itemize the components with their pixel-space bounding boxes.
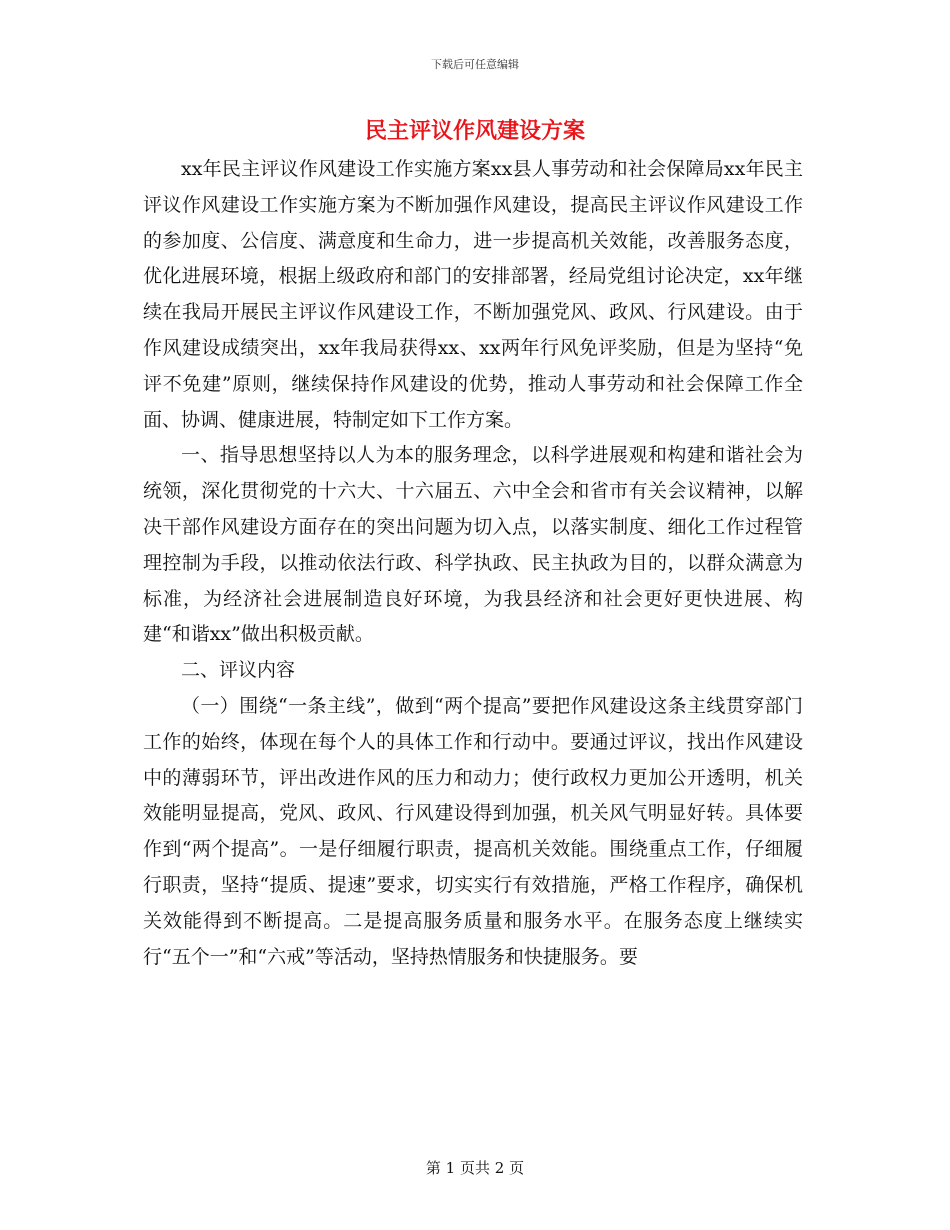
document-body [143,152,803,975]
document-title: 民主评议作风建设方案 [364,118,585,144]
paragraph-section-heading: 二、评议内容 [181,659,296,682]
paragraph-main-line: （一）围绕“一条主线”，做到“两个提高”要把作风建设这条主线贯穿部门工作的始终，体现在每个人的具体工作和行动中。要通过评议，找出作风建设中的薄弱环节，评出改进作风的压力和动力；使行政权力更加公开透明，机关效能明显提高，党风、政风、行风建设得到加强，机关风气明显好转。具体要作到“两个提高”。一是仔细履行职责，提高机关效能。围绕重点工作，仔细履行职责，坚持“提质、提速”要求，切实实行有效措施，严格工作程序，确保机关效能得到不断提高。二是提高服务质量和服务水平。在服务态度上继续实行“五个一”和“六戒”等活动，坚持热情服务和快捷服务。要 [143,694,803,968]
paragraph-intro: xx年民主评议作风建设工作实施方案xx县人事劳动和社会保障局xx年民主评议作风建设工作实施方案为不断加强作风建设，提高民主评议作风建设工作的参加度、公信度、满意度和生命力，进一步提高机关效能，改善服务态度，优化进展环境，根据上级政府和部门的安排部署，经局党组讨论决定，xx年继续在我局开展民主评议作风建设工作，不断加强党风、政风、行风建设。由于作风建设成绩突出，xx年我局获得xx、xx两年行风免评奖励，但是为坚持“免评不免建”原则，继续保持作风建设的优势，推动人事劳动和社会保障工作全面、协调、健康进展，特制定如下工作方案。 [143,158,803,431]
page-footer-number: 第 1 页共 2 页 [425,1159,525,1177]
paragraph-guiding-ideology: 一、指导思想坚持以人为本的服务理念，以科学进展观和构建和谐社会为统领，深化贯彻党的十六大、十六届五、六中全会和省市有关会议精神，以解决干部作风建设方面存在的突出问题为切入点，以落实制度、细化工作过程管理控制为手段，以推动依法行政、科学执政、民主执政为目的，以群众满意为标准，为经济社会进展制造良好环境，为我县经济和社会更好更快进展、构建“和谐xx”做出积极贡献。 [143,444,803,646]
page-header-note: 下载后可任意编辑 [431,58,519,71]
